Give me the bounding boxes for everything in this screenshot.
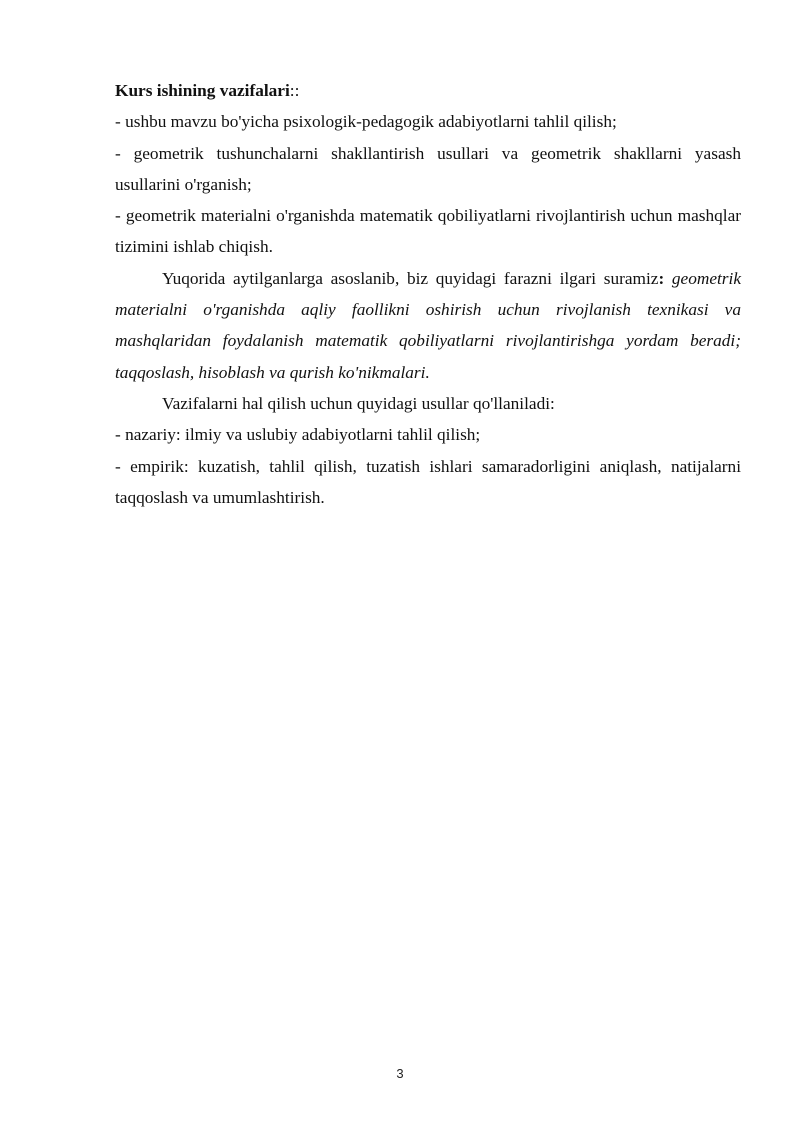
hypothesis-statement: geometrik materialni o'rganishda aqliy faollikni oshirish uchun rivojlanish texnikasi va mashqlaridan foydalanish matematik qobiliyatlarni rivojlantirishga yordam beradi; taqqoslash, hisoblash va qurish ko'nikmalari.: [115, 268, 741, 382]
section-heading: [115, 75, 741, 106]
method-item-2: - empirik: kuzatish, tahlil qilish, tuzatish ishlari samaradorligini aniqlash, natijalarni taqqoslash va umumlashtirish.: [115, 456, 741, 507]
page-body: [115, 75, 741, 513]
section-heading-colon: ::: [289, 81, 300, 100]
section-heading-bold: Kurs ishining vazifalari: [115, 81, 290, 100]
hypothesis-paragraph: [115, 263, 741, 388]
hypothesis-lead: Yuqorida aytilganlarga asoslanib, biz quyidagi farazni ilgari suramiz: [162, 268, 659, 288]
task-item-3: - geometrik materialni o'rganishda matematik qobiliyatlarni rivojlantirish uchun mashqlar tizimini ishlab chiqish.: [115, 206, 741, 257]
method-item-1: - nazariy: ilmiy va uslubiy adabiyotlarni tahlil qilish;: [115, 425, 481, 445]
task-item-2: - geometrik tushunchalarni shakllantirish usullari va geometrik shakllarni yasash usullarini o'rganish;: [115, 143, 741, 194]
methods-intro: Vazifalarni hal qilish uchun quyidagi usullar qo'llaniladi:: [162, 393, 555, 413]
hypothesis-colon: :: [658, 268, 665, 288]
task-item-1: - ushbu mavzu bo'yicha psixologik-pedagogik adabiyotlarni tahlil qilish;: [115, 112, 617, 132]
page-number: 3: [396, 1066, 404, 1081]
